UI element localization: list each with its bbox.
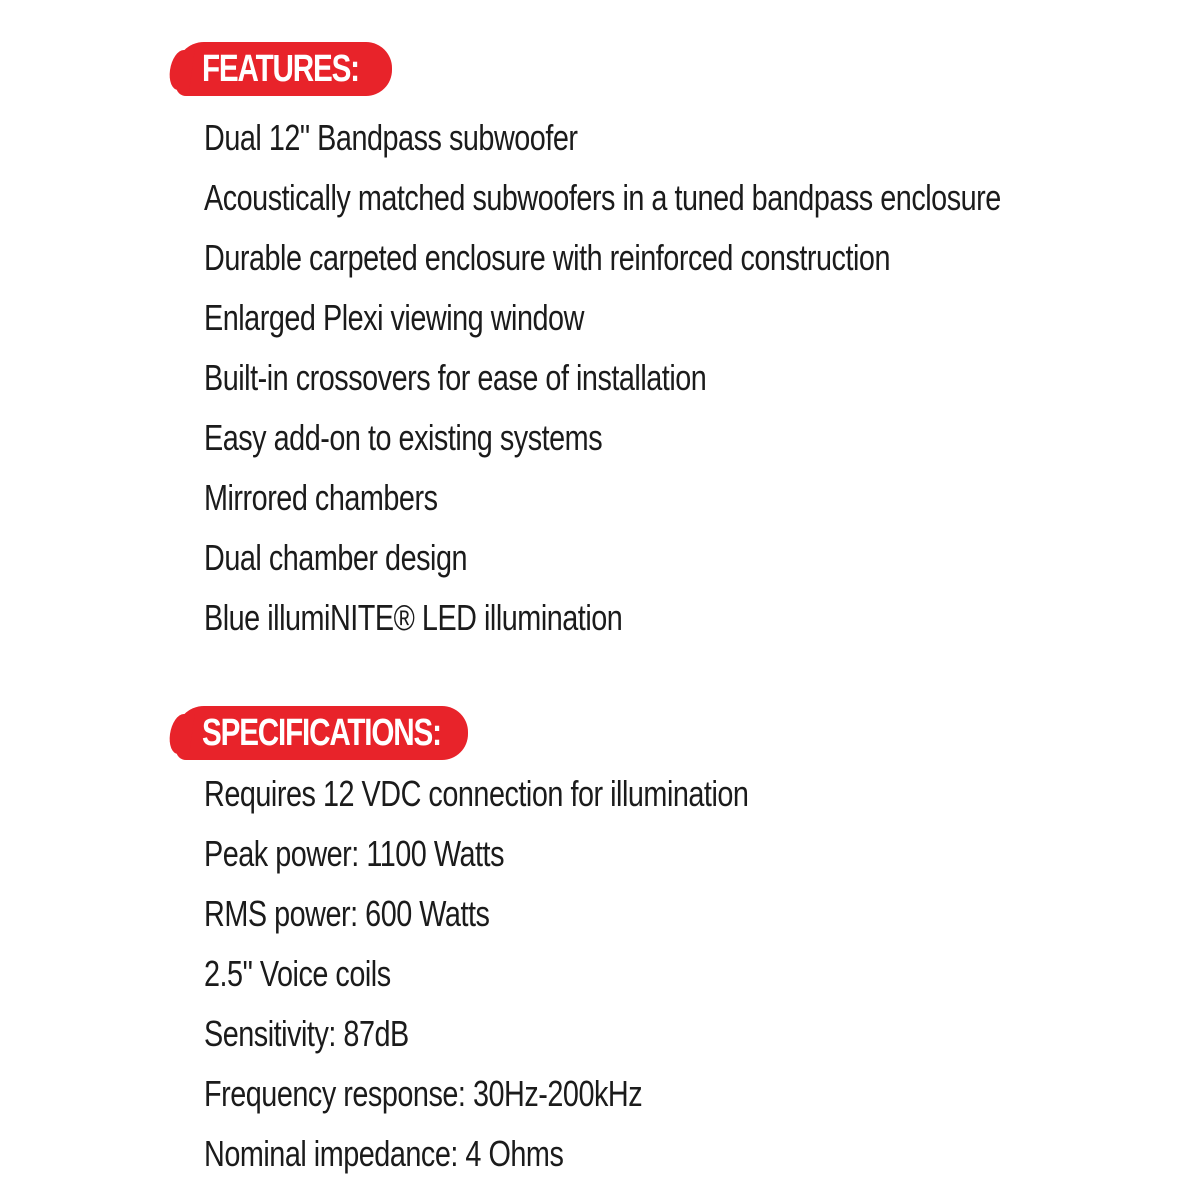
list-item: Mirrored chambers bbox=[204, 477, 438, 518]
list-item: Blue illumiNITE® LED illumination bbox=[204, 597, 623, 638]
specifications-list bbox=[204, 764, 885, 1184]
list-item: Dual 12" Bandpass subwoofer bbox=[204, 117, 578, 158]
specifications-heading-badge bbox=[176, 706, 468, 760]
list-item: Acoustically matched subwoofers in a tuned bandpass enclosure bbox=[204, 177, 1001, 218]
features-heading-badge bbox=[176, 42, 392, 96]
features-list bbox=[204, 108, 1200, 648]
list-item: Easy add-on to existing systems bbox=[204, 417, 603, 458]
list-item: Enlarged Plexi viewing window bbox=[204, 297, 584, 338]
list-item: RMS power: 600 Watts bbox=[204, 893, 490, 934]
list-item: Nominal impedance: 4 Ohms bbox=[204, 1133, 564, 1174]
list-item: Durable carpeted enclosure with reinforced construction bbox=[204, 237, 890, 278]
list-item: Dual chamber design bbox=[204, 537, 468, 578]
list-item: Peak power: 1100 Watts bbox=[204, 833, 504, 874]
list-item: Sensitivity: 87dB bbox=[204, 1013, 409, 1054]
list-item: Built-in crossovers for ease of installation bbox=[204, 357, 707, 398]
list-item: Requires 12 VDC connection for illumination bbox=[204, 773, 749, 814]
list-item: 2.5" Voice coils bbox=[204, 953, 391, 994]
specifications-heading: SPECIFICATIONS: bbox=[202, 711, 441, 754]
list-item: Frequency response: 30Hz-200kHz bbox=[204, 1073, 643, 1114]
features-heading: FEATURES: bbox=[202, 47, 359, 90]
